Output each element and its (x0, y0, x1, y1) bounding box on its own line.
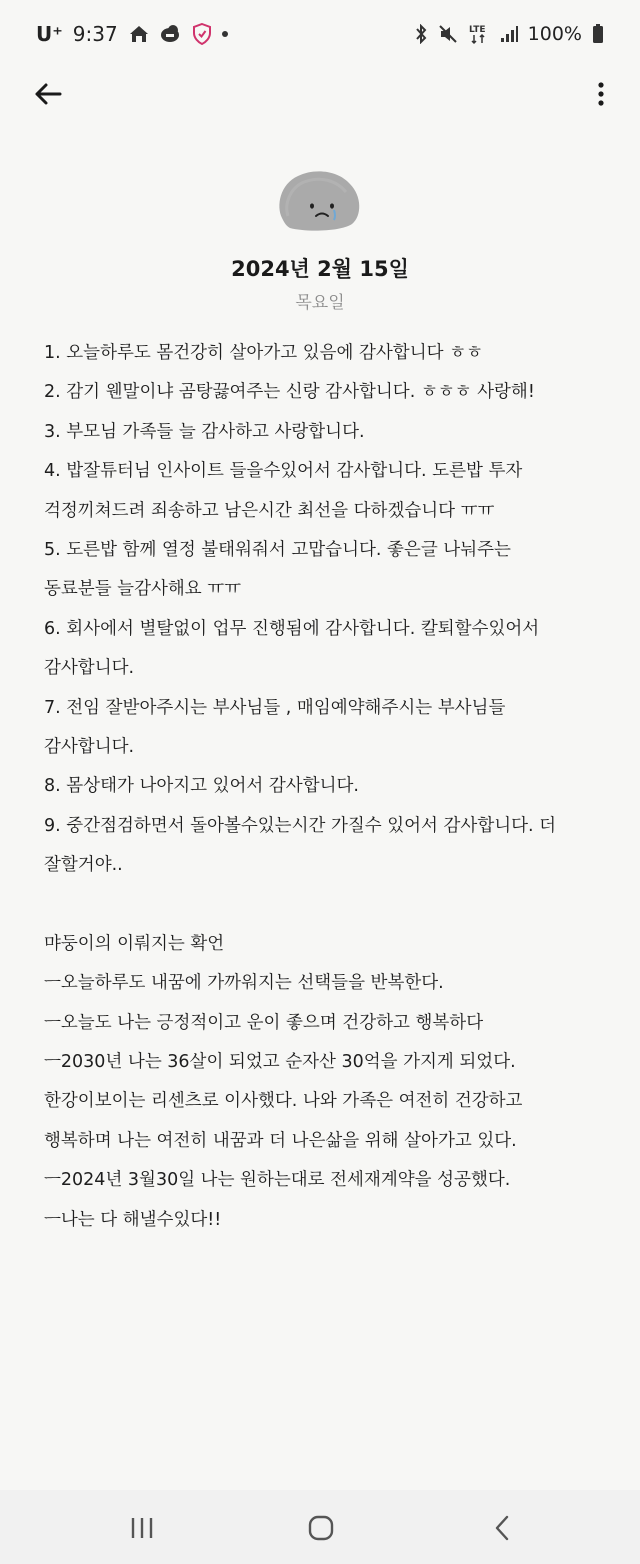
battery-icon (592, 24, 604, 44)
app-toolbar (0, 68, 640, 120)
status-right (414, 23, 604, 45)
entry-line: 감사합니다. (44, 658, 135, 679)
entry-weekday: 목요일 (295, 293, 345, 313)
lte-icon (468, 23, 490, 45)
entry-line: ㅡ2030년 나는 36살이 되었고 순자산 30억을 가지게 되었다. (44, 1052, 516, 1073)
notification-dot-icon (222, 31, 228, 37)
status-left (36, 22, 228, 46)
entry-line: 4. 밥잘튜터님 인사이트 들을수있어서 감사합니다. 도른밥 투자 (44, 461, 523, 482)
more-vertical-icon (597, 81, 605, 107)
entry-line: 2. 감기 웬말이냐 곰탕끓여주는 신랑 감사합니다. ㅎㅎㅎ 사랑해! (44, 382, 535, 403)
home-button[interactable] (293, 1508, 349, 1548)
entry-line: 7. 전임 잘받아주시는 부사님들 , 매임예약해주시는 부사님들 (44, 697, 506, 718)
battery-percent: 100% (527, 23, 582, 45)
entry-line: 5. 도른밥 함께 열정 불태워줘서 고맙습니다. 좋은글 나눠주는 (44, 539, 511, 560)
entry-line (44, 885, 604, 924)
arrow-left-icon (34, 82, 62, 106)
entry-line: ㅡ오늘도 나는 긍정적이고 운이 좋으며 건강하고 행복하다 (44, 1012, 484, 1033)
bluetooth-icon (414, 24, 428, 44)
back-button[interactable] (28, 74, 68, 114)
entry-line: ㅡ오늘하루도 내꿈에 가까워지는 선택들을 반복한다. (44, 973, 444, 994)
status-bar (0, 0, 640, 68)
entry-date: 2024년 2월 15일 (231, 257, 409, 281)
shield-icon (192, 23, 212, 45)
nav-back-icon (493, 1514, 511, 1542)
entry-line: 잘할거야.. (44, 855, 123, 876)
entry-line: ㅡ2024년 3월30일 나는 원하는대로 전세재계약을 성공했다. (44, 1170, 511, 1191)
svg-text:LTE: LTE (468, 25, 486, 35)
entry-line: 1. 오늘하루도 몸건강히 살아가고 있음에 감사합니다 ㅎㅎ (44, 343, 483, 363)
entry-line: 먀둥이의 이뤄지는 확언 (44, 933, 225, 954)
entry-line: 감사합니다. (44, 736, 135, 757)
clock: 9:37 (72, 22, 118, 46)
carrier-label: U⁺ (36, 22, 63, 46)
mute-icon (438, 24, 458, 44)
entry-line: 동료분들 늘감사해요 ㅠㅠ (44, 579, 242, 600)
signal-icon (500, 25, 518, 43)
system-back-button[interactable] (474, 1508, 530, 1548)
recents-button[interactable] (114, 1508, 170, 1548)
entry-line: 6. 회사에서 별탈없이 업무 진행됨에 감사합니다. 칼퇴할수있어서 (44, 618, 540, 639)
entry-line: 행복하며 나는 여전히 내꿈과 더 나은삶을 위해 살아가고 있다. (44, 1130, 517, 1151)
entry-line: ㅡ나는 다 해낼수있다!! (44, 1209, 222, 1230)
entry-line: 한강이보이는 리센츠로 이사했다. 나와 가족은 여전히 건강하고 (44, 1091, 523, 1112)
home-button-icon (307, 1514, 335, 1542)
recents-icon (129, 1516, 155, 1540)
cloud-cup-icon (160, 24, 182, 44)
entry-line: 8. 몸상태가 나아지고 있어서 감사합니다. (44, 776, 359, 797)
sad-blob-icon[interactable] (274, 166, 364, 236)
system-nav-bar (0, 1490, 640, 1564)
more-options-button[interactable] (586, 74, 616, 114)
entry-body-text[interactable] (44, 334, 604, 1240)
home-icon (128, 24, 150, 44)
entry-line: 걱정끼쳐드려 죄송하고 남은시간 최선을 다하겠습니다 ㅠㅠ (44, 500, 495, 521)
entry-line: 3. 부모님 가족들 늘 감사하고 사랑합니다. (44, 421, 365, 442)
entry-line: 9. 중간점검하면서 돌아볼수있는시간 가질수 있어서 감사합니다. 더 (44, 815, 557, 836)
